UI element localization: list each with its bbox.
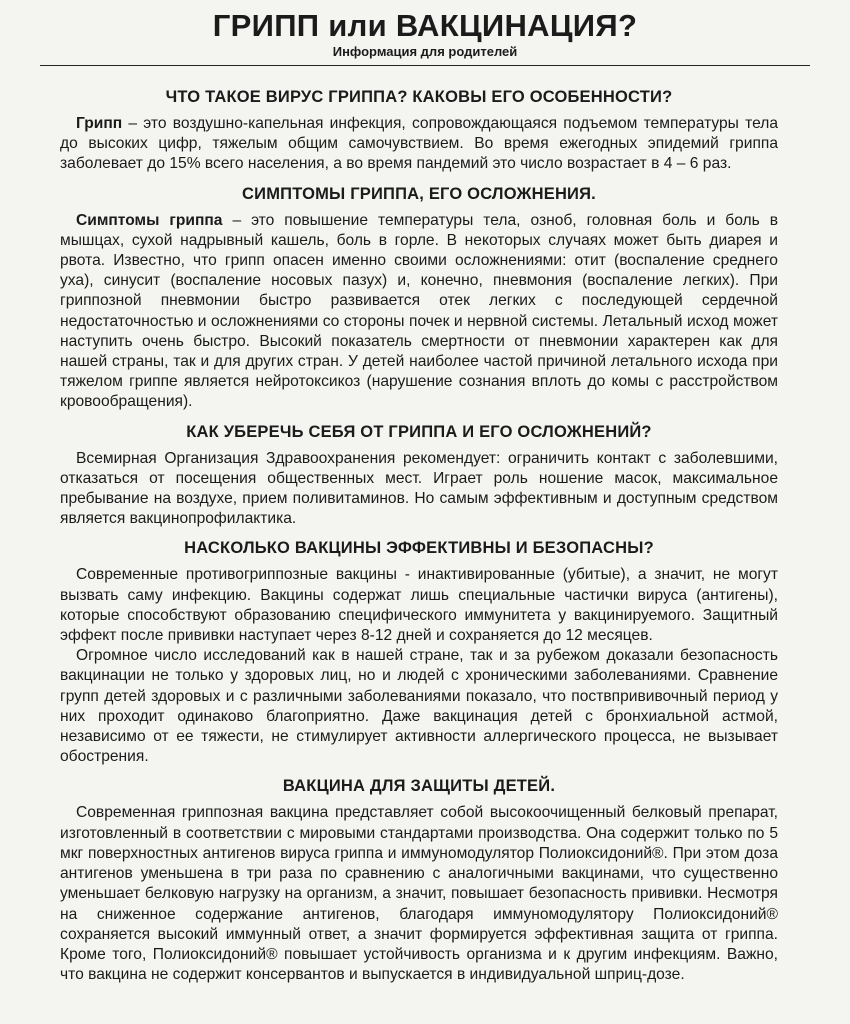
section-paragraph-vaccine-safety: Современные противогриппозные вакцины - инактивированные (убитые), а значит, не могут вызвать саму инфекцию. Вакцины содержат лишь специальные частички вируса (антигены), которые способствуют образованию специфического иммунитета у вакцинируемого. Защитный эффект после прививки наступает через 8-12 дней и сохраняется до 12 месяцев.: [60, 566, 778, 645]
section-paragraph-symptoms: [60, 211, 778, 413]
paragraph-text: – это повышение температуры тела, озноб, головная боль и боль в мышцах, сухой надрывный кашель, боль в горле. В некоторых случаях может быть диарея и рвота. Известно, что грипп опасен именно своими осложнениями: отит (воспаление среднего уха), синусит (воспаление носовых пазух) и, конечно, пневмония (воспаление легких). При гриппозной пневмонии быстро развивается отек легких с последующей сердечной недостаточностью и осложнениями со стороны почек и нервной системы. Летальный исход может наступить очень быстро. Высокий показатель смертности от пневмонии характерен как для нашей страны, так и для других стран. У детей наиболее частой причиной летального исхода при тяжелом гриппе является нейротоксикоз (нарушение сознания вплоть до комы с расстройством кровообращения).: [60, 211, 779, 411]
section-paragraph-flu-virus: [60, 114, 778, 175]
section-heading-child-vaccine: ВАКЦИНА ДЛЯ ЗАЩИТЫ ДЕТЕЙ.: [282, 777, 556, 796]
section-heading-symptoms: СИМПТОМЫ ГРИППА, ЕГО ОСЛОЖНЕНИЯ.: [242, 184, 596, 203]
section-heading-prevention: КАК УБЕРЕЧЬ СЕБЯ ОТ ГРИППА И ЕГО ОСЛОЖНЕНИЙ?: [186, 422, 652, 441]
paragraph-text: – это воздушно-капельная инфекция, сопровождающаяся подъемом температуры тела до высоких цифр, тяжелым общим самочувствием. Во время ежегодных эпидемий гриппа заболевает до 15% всего населения, а во время пандемий это число возрастает в 4 – 6 раз.: [60, 115, 778, 173]
page-subtitle: Информация для родителей: [332, 44, 518, 59]
section-paragraph-child-vaccine: Современная гриппозная вакцина представляет собой высокоочищенный белковый препарат, изготовленный в соответствии с мировыми стандартами производства. Она содержит только по 5 мкг поверхностных антигенов вируса гриппа и иммуномодулятор Полиоксидоний®. При этом доза антигенов уменьшена в три раза по сравнению с аналогичными вакцинами, что существенно уменьшает белковую нагрузку на организм, а значит, повышает безопасность прививки. Несмотря на сниженное содержание антигенов, благодаря иммуномодулятору Полиоксидоний® сохраняется высокий иммунный ответ, а значит формируется эффективная защита от гриппа. Кроме того, Полиоксидоний® повышает устойчивость организма и к другим инфекциям. Важно, что вакцина не содержит консервантов и выпускается в индивидуальной шприц-дозе.: [60, 804, 778, 984]
article-body: [60, 86, 778, 985]
term-symptoms: Симптомы гриппа: [76, 211, 223, 229]
header-divider: [40, 65, 810, 66]
term-flu: Грипп: [76, 115, 123, 132]
section-heading-vaccine-safety: НАСКОЛЬКО ВАКЦИНЫ ЭФФЕКТИВНЫ И БЕЗОПАСНЫ?: [184, 539, 654, 558]
section-paragraph-vaccine-research: Огромное число исследований как в нашей стране, так и за рубежом доказали безопасность вакцинации не только у здоровых лиц, но и людей с хроническими заболеваниями. Сравнение групп детей здоровых и с различными заболеваниями показало, что поствпрививочный период у них проходит одинаково благоприятно. Даже вакцинация детей с бронхиальной астмой, независимо от ее тяжести, не стимулирует активности аллергического процесса, не вызывает обострения.: [60, 647, 778, 766]
page-title: ГРИПП или ВАКЦИНАЦИЯ?: [212, 8, 638, 43]
section-paragraph-prevention: Всемирная Организация Здравоохранения рекомендует: ограничить контакт с заболевшими, отказаться от посещения общественных мест. Играет роль ношение масок, максимальное пребывание на воздухе, прием поливитаминов. Но самым эффективным и доступным средством является вакцинопрофилактика.: [60, 449, 778, 528]
section-heading-flu-virus: ЧТО ТАКОЕ ВИРУС ГРИППА? КАКОВЫ ЕГО ОСОБЕННОСТИ?: [165, 88, 673, 106]
